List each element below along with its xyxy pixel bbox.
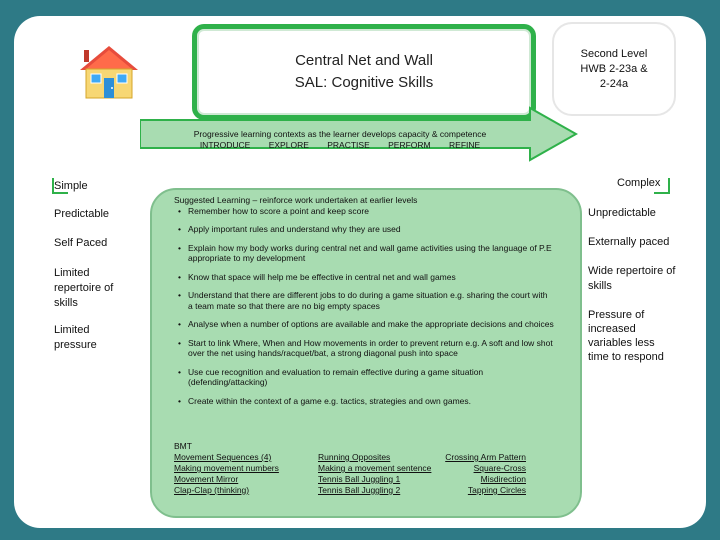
left-item-self-paced: Self Paced xyxy=(54,237,108,249)
stage-practise: PRACTISE xyxy=(327,140,370,150)
learning-bullet: • Create within the context of a game e.g. tactics, strategies and own games. xyxy=(178,395,472,406)
stage-introduce: INTRODUCE xyxy=(199,140,251,150)
bmt-link[interactable]: Movement Sequences (4) xyxy=(174,452,272,462)
left-item-repertoire: Limited repertoire of skills xyxy=(54,267,114,309)
learning-content xyxy=(174,195,554,406)
bmt-link[interactable]: Clap-Clap (thinking) xyxy=(174,485,250,495)
stage-refine: REFINE xyxy=(449,140,481,150)
bmt-link[interactable]: Misdirection xyxy=(480,474,526,484)
stage-list xyxy=(150,140,530,151)
bmt-link[interactable]: Square-Cross xyxy=(473,463,526,473)
stage-explore: EXPLORE xyxy=(268,140,309,150)
learning-bullet: • Explain how my body works during central net and wall game activities using the language of P.E appropriate to my development xyxy=(178,242,552,263)
learning-bullet: • Understand that there are different jobs to do during a game situation e.g. sharing the court with a team mate so that there are no big empty spaces xyxy=(178,290,548,311)
learning-bullet: • Know that space will help me be effective in central net and wall games xyxy=(178,271,456,282)
home-icon[interactable] xyxy=(78,44,140,100)
bmt-section xyxy=(174,441,526,495)
learning-bullet: • Start to link Where, When and How movements in order to prevent return e.g. A soft and low shot over the net using hands/racquet/bat, a strong diagonal push into space xyxy=(178,337,553,358)
bmt-link[interactable]: Making movement numbers xyxy=(174,463,279,473)
bmt-link[interactable]: Movement Mirror xyxy=(174,474,239,484)
right-item-pressure: Pressure of increased variables less time to respond xyxy=(588,309,664,363)
left-item-predictable: Predictable xyxy=(54,208,110,220)
bmt-column-1 xyxy=(174,452,279,496)
title-line-2: SAL: Cognitive Skills xyxy=(294,74,434,91)
right-item-unpredictable: Unpredictable xyxy=(588,207,656,219)
bmt-column-3 xyxy=(440,452,526,496)
left-item-pressure: Limited pressure xyxy=(54,324,97,351)
stage-perform: PERFORM xyxy=(388,140,431,150)
learning-bullet: • Use cue recognition and evaluation to remain effective during a game situation (defending/attacking) xyxy=(178,366,484,387)
arrow-text xyxy=(150,129,530,151)
left-item-simple: Simple xyxy=(54,180,88,192)
bmt-link[interactable]: Tapping Circles xyxy=(467,485,526,495)
bmt-link[interactable]: Making a movement sentence xyxy=(318,463,432,473)
learning-bullet: • Analyse when a number of options are available and make the appropriate decisions and choices xyxy=(178,319,554,329)
learning-bullet: • Apply important rules and understand why they are used xyxy=(178,224,401,234)
learning-heading: Suggested Learning – reinforce work undertaken at earlier levels xyxy=(174,195,418,205)
level-line-3: 2-24a xyxy=(599,77,629,90)
title-line-1: Central Net and Wall xyxy=(295,52,433,69)
level-line-1: Second Level xyxy=(580,47,648,60)
bmt-link[interactable]: Tennis Ball Juggling 1 xyxy=(318,474,401,484)
right-item-externally-paced: Externally paced xyxy=(588,236,670,248)
learning-bullet: • Remember how to score a point and keep score xyxy=(178,205,369,216)
right-item-wide-repertoire: Wide repertoire of skills xyxy=(588,265,676,292)
bmt-label: BMT xyxy=(174,441,192,451)
bmt-link[interactable]: Tennis Ball Juggling 2 xyxy=(318,485,401,495)
level-line-2: HWB 2-23a & xyxy=(580,62,648,75)
level-box xyxy=(552,22,676,116)
bmt-link[interactable]: Running Opposites xyxy=(318,452,391,462)
arrow-description: Progressive learning contexts as the learner develops capacity & competence xyxy=(193,129,487,139)
bmt-link[interactable]: Crossing Arm Pattern xyxy=(445,452,526,462)
right-item-complex: Complex xyxy=(617,177,661,189)
bmt-column-2 xyxy=(318,452,431,496)
